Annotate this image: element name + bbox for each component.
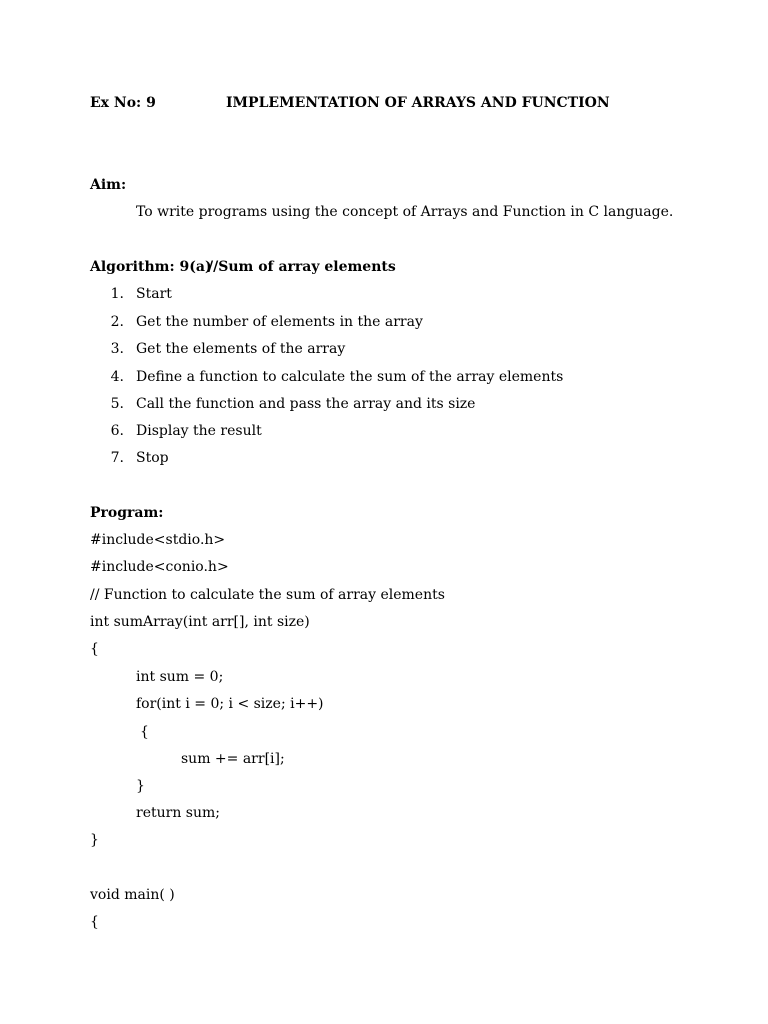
code-line: #include<conio.h> bbox=[90, 559, 229, 575]
code-line: { bbox=[90, 914, 99, 930]
step-text: Get the elements of the array bbox=[136, 341, 346, 357]
step-number: 5. bbox=[110, 396, 124, 412]
code-line: #include<stdio.h> bbox=[90, 532, 226, 548]
step-number: 2. bbox=[110, 314, 124, 330]
code-line: // Function to calculate the sum of array elements bbox=[90, 587, 445, 603]
code-line: } bbox=[136, 778, 145, 794]
aim-heading: Aim: bbox=[90, 177, 127, 193]
step-number: 4. bbox=[110, 369, 124, 385]
program-heading: Program: bbox=[90, 505, 164, 521]
step-text: Define a function to calculate the sum of the array elements bbox=[136, 369, 564, 385]
code-line: sum += arr[i]; bbox=[181, 751, 285, 767]
step-number: 3. bbox=[110, 341, 124, 357]
code-line: { bbox=[90, 641, 99, 657]
exercise-title: IMPLEMENTATION OF ARRAYS AND FUNCTION bbox=[226, 95, 610, 111]
step-number: 1. bbox=[110, 286, 124, 302]
code-line: { bbox=[140, 724, 149, 740]
code-line: int sumArray(int arr[], int size) bbox=[90, 614, 310, 630]
algorithm-subtitle: //Sum of array elements bbox=[208, 259, 396, 275]
step-text: Stop bbox=[136, 450, 169, 466]
code-line: int sum = 0; bbox=[136, 669, 224, 685]
exercise-number: Ex No: 9 bbox=[90, 95, 156, 111]
step-text: Call the function and pass the array and its size bbox=[136, 396, 476, 412]
code-line: for(int i = 0; i < size; i++) bbox=[136, 696, 324, 712]
code-line: } bbox=[90, 832, 99, 848]
step-text: Get the number of elements in the array bbox=[136, 314, 423, 330]
step-text: Display the result bbox=[136, 423, 262, 439]
algorithm-heading: Algorithm: 9(a) bbox=[90, 259, 212, 275]
step-text: Start bbox=[136, 286, 172, 302]
code-line: void main( ) bbox=[90, 887, 175, 903]
step-number: 6. bbox=[110, 423, 124, 439]
aim-text: To write programs using the concept of Arrays and Function in C language. bbox=[136, 204, 674, 220]
code-line: return sum; bbox=[136, 805, 220, 821]
step-number: 7. bbox=[110, 450, 124, 466]
